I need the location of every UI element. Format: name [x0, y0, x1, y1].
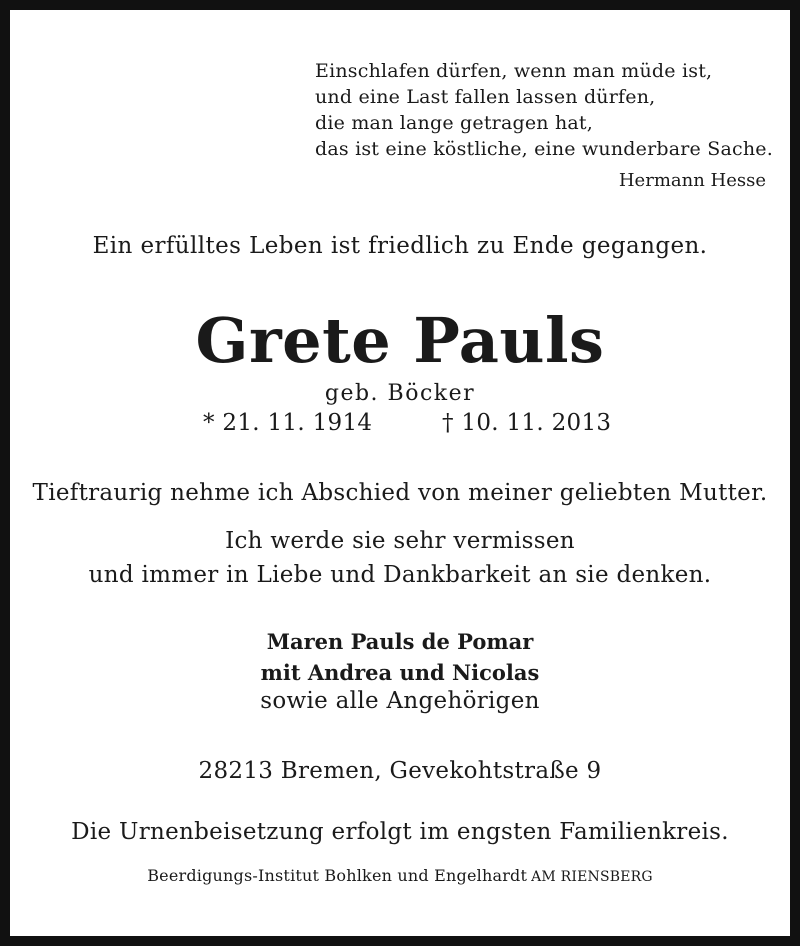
signers	[0, 626, 800, 688]
poem-line: und eine Last fallen lassen dürfen,	[315, 86, 656, 108]
remembrance-message	[0, 524, 800, 592]
birth-date: * 21. 11. 1914	[203, 410, 373, 436]
death-date: † 10. 11. 2013	[442, 410, 612, 436]
funeral-home-suffix: AM RIENSBERG	[531, 869, 653, 885]
burial-note: Die Urnenbeisetzung erfolgt im engsten Familienkreis.	[71, 819, 729, 845]
deceased-name: Grete Pauls	[195, 304, 605, 377]
poem-line: die man lange getragen hat,	[315, 112, 594, 134]
funeral-home-name: Beerdigungs-Institut Bohlken und Engelhardt	[147, 866, 528, 885]
remembrance-line: Ich werde sie sehr vermissen	[225, 528, 575, 554]
remembrance-line: und immer in Liebe und Dankbarkeit an sie denken.	[88, 562, 712, 588]
signer-family: mit Andrea und Nicolas	[260, 660, 540, 685]
address: 28213 Bremen, Gevekohtstraße 9	[198, 758, 602, 784]
poem-author: Hermann Hesse	[618, 170, 766, 191]
funeral-home	[0, 866, 800, 885]
intro-text: Ein erfülltes Leben ist friedlich zu Ende gegangen.	[92, 233, 708, 259]
poem-quote	[315, 58, 775, 162]
relatives-text: sowie alle Angehörigen	[260, 688, 540, 714]
poem-line: Einschlafen dürfen, wenn man müde ist,	[315, 60, 713, 82]
farewell-message: Tieftraurig nehme ich Abschied von meiner geliebten Mutter.	[32, 480, 768, 506]
signer-name: Maren Pauls de Pomar	[266, 629, 534, 654]
birth-name: geb. Böcker	[324, 381, 476, 406]
poem-line: das ist eine köstliche, eine wunderbare Sache.	[315, 138, 773, 160]
